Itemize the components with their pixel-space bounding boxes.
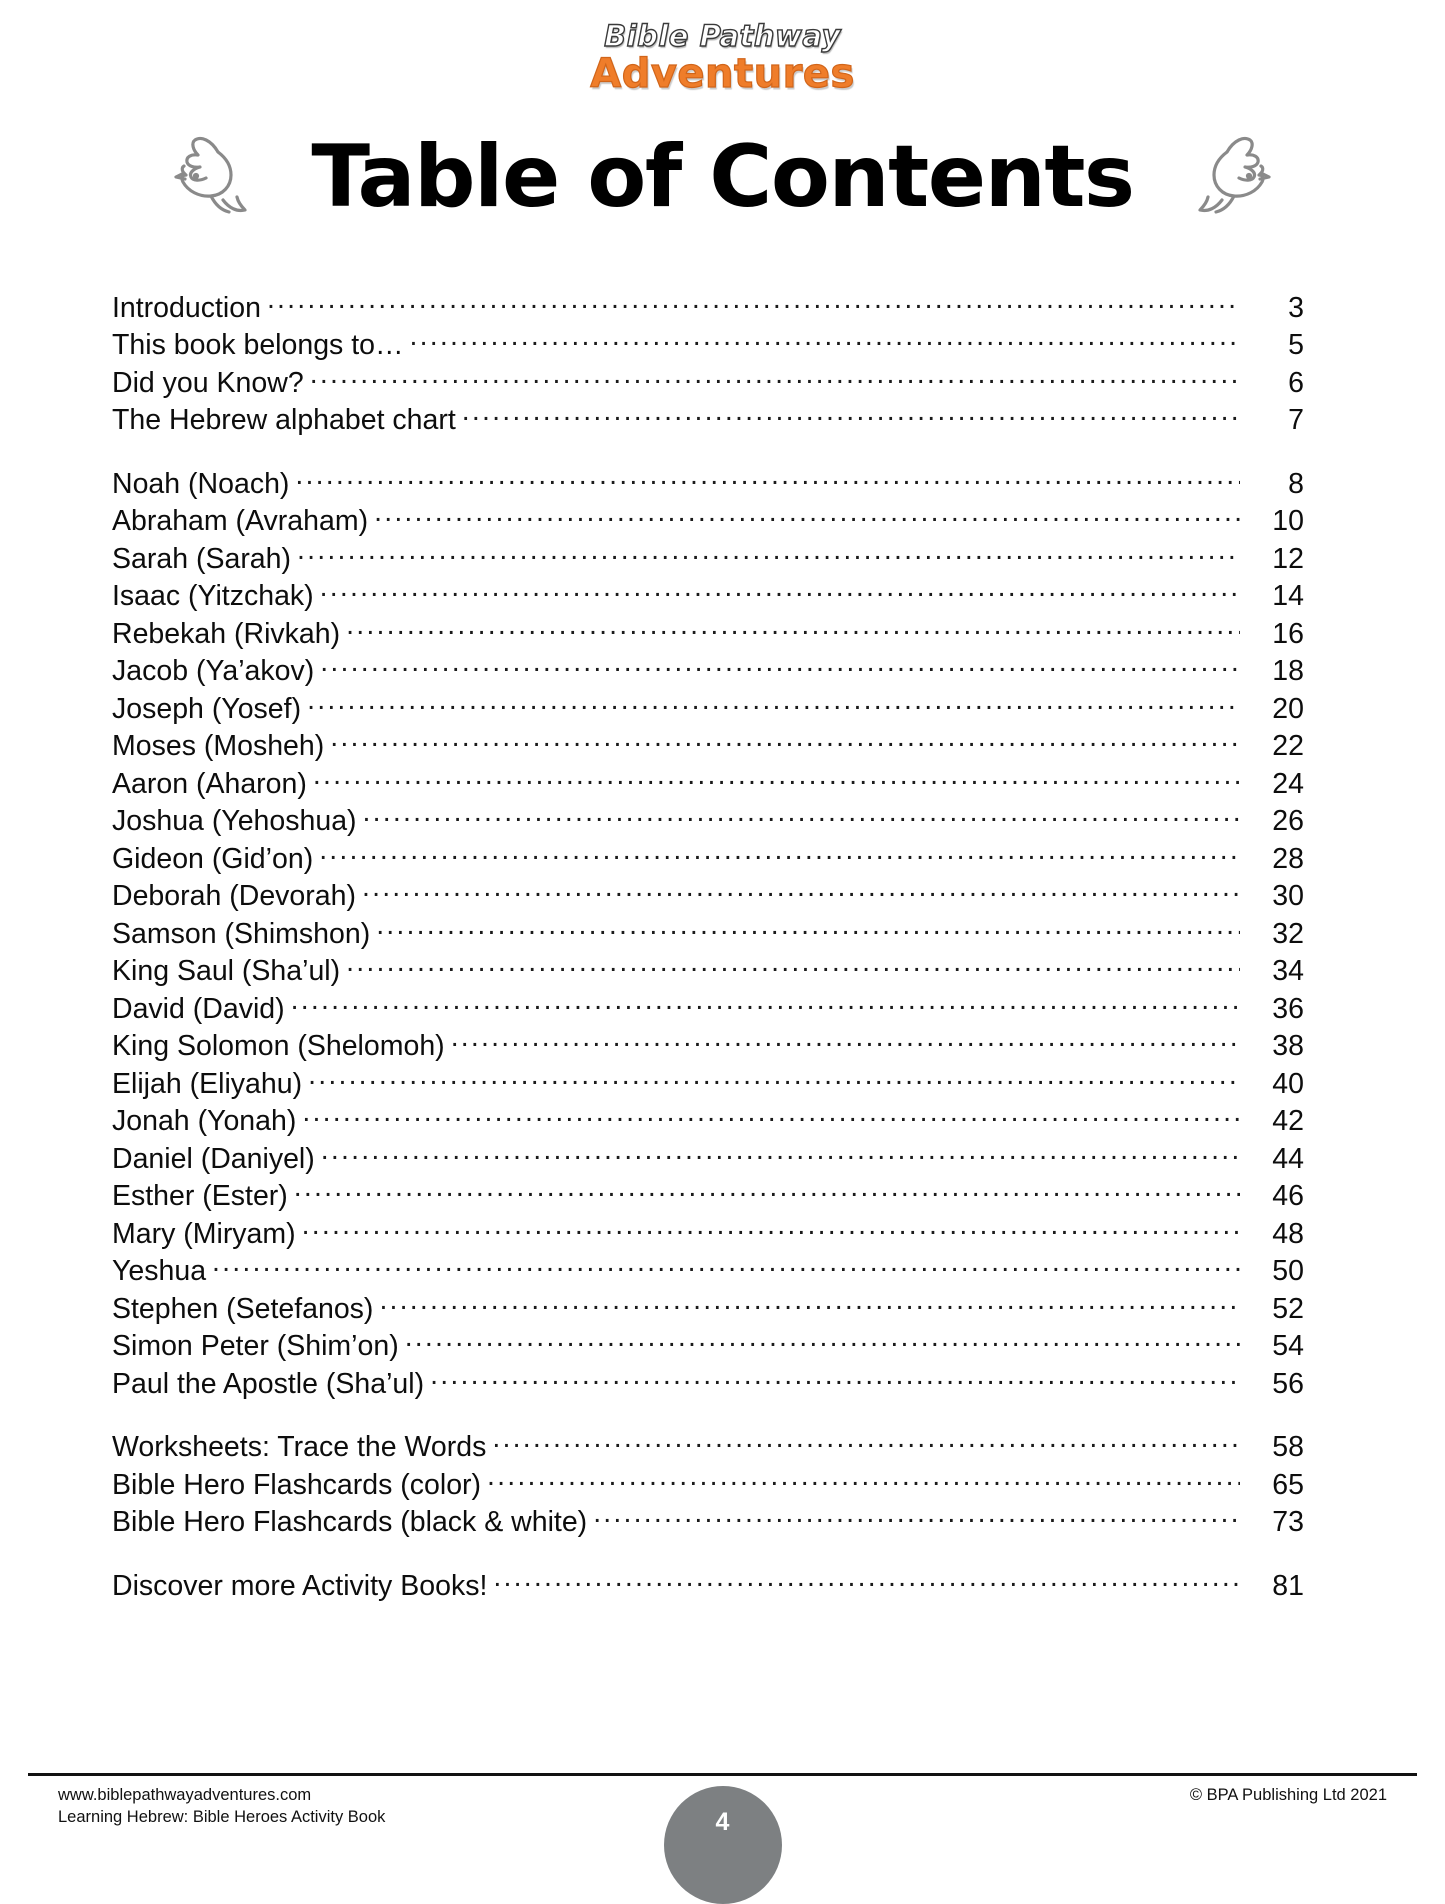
toc-entry-page: 28 xyxy=(1272,842,1304,875)
toc-dot-leader xyxy=(410,326,1241,355)
toc-entry[interactable] xyxy=(112,914,1304,952)
toc-dot-leader xyxy=(430,1364,1240,1393)
toc-entry-label: Did you Know? xyxy=(112,366,304,399)
toc-dot-leader xyxy=(320,577,1240,606)
toc-entry-page: 73 xyxy=(1272,1506,1304,1538)
toc-entry-label: Bible Hero Flashcards (black & white) xyxy=(112,1506,588,1538)
toc-entry-label: Noah (Noach) xyxy=(112,467,290,500)
page-title: Table of Contents xyxy=(311,126,1134,227)
dove-icon xyxy=(1178,128,1274,225)
toc-dot-leader xyxy=(451,1027,1240,1056)
toc-entry-label: Aaron (Aharon) xyxy=(112,767,307,800)
toc-entry-label: This book belongs to… xyxy=(112,329,404,361)
toc-entry-label: David (David) xyxy=(112,992,285,1025)
table-of-contents xyxy=(112,288,1304,1604)
toc-entry-page: 46 xyxy=(1272,1180,1304,1212)
toc-entry[interactable] xyxy=(112,1566,1304,1604)
toc-entry-page: 50 xyxy=(1272,1255,1304,1287)
toc-dot-leader xyxy=(295,464,1240,493)
toc-entry-page: 81 xyxy=(1272,1569,1304,1602)
toc-entry-label: Stephen (Setefanos) xyxy=(112,1292,374,1325)
toc-dot-leader xyxy=(294,1177,1240,1206)
toc-entry[interactable] xyxy=(112,1139,1304,1177)
toc-entry[interactable] xyxy=(112,1027,1304,1065)
toc-dot-leader xyxy=(319,839,1240,868)
toc-entry-page: 40 xyxy=(1272,1067,1304,1100)
toc-entry[interactable] xyxy=(112,652,1304,690)
toc-entry-label: Jonah (Yonah) xyxy=(112,1105,297,1137)
toc-group xyxy=(112,1428,1304,1541)
toc-entry-page: 54 xyxy=(1272,1330,1304,1362)
toc-dot-leader xyxy=(330,727,1240,756)
toc-entry[interactable] xyxy=(112,1465,1304,1503)
toc-entry-label: Joseph (Yosef) xyxy=(112,692,302,725)
toc-entry-label: The Hebrew alphabet chart xyxy=(112,404,456,436)
toc-entry-label: Paul the Apostle (Sha’ul) xyxy=(112,1367,425,1400)
toc-entry[interactable] xyxy=(112,401,1304,439)
toc-entry[interactable] xyxy=(112,764,1304,802)
toc-entry-label: Introduction xyxy=(112,291,261,324)
toc-dot-leader xyxy=(267,288,1240,317)
footer-copyright: © BPA Publishing Ltd 2021 xyxy=(1189,1786,1387,1804)
toc-entry-label: Abraham (Avraham) xyxy=(112,505,369,537)
toc-dot-leader xyxy=(321,1139,1240,1168)
toc-entry-label: Elijah (Eliyahu) xyxy=(112,1067,303,1100)
toc-entry-page: 65 xyxy=(1272,1468,1304,1501)
toc-entry[interactable] xyxy=(112,727,1304,765)
toc-entry[interactable] xyxy=(112,326,1304,364)
toc-entry[interactable] xyxy=(112,952,1304,990)
toc-entry[interactable] xyxy=(112,839,1304,877)
toc-entry[interactable] xyxy=(112,614,1304,652)
toc-entry[interactable] xyxy=(112,1214,1304,1252)
toc-entry-page: 48 xyxy=(1272,1217,1304,1250)
toc-dot-leader xyxy=(310,363,1240,392)
toc-dot-leader xyxy=(492,1428,1240,1457)
toc-entry-page: 44 xyxy=(1272,1142,1304,1175)
toc-entry-label: Yeshua xyxy=(112,1255,207,1287)
toc-dot-leader xyxy=(297,539,1240,568)
toc-entry-page: 8 xyxy=(1288,467,1304,500)
footer-divider xyxy=(28,1773,1417,1776)
toc-entry-page: 34 xyxy=(1272,955,1304,987)
toc-entry-page: 6 xyxy=(1288,366,1304,399)
toc-entry-page: 58 xyxy=(1272,1431,1304,1463)
toc-dot-leader xyxy=(308,1064,1240,1093)
toc-entry[interactable] xyxy=(112,1327,1304,1365)
toc-dot-leader xyxy=(487,1465,1240,1494)
toc-entry[interactable] xyxy=(112,1428,1304,1466)
toc-entry-page: 14 xyxy=(1272,580,1304,612)
toc-entry-page: 52 xyxy=(1272,1292,1304,1325)
toc-dot-leader xyxy=(346,952,1240,981)
footer-website[interactable]: www.biblepathwayadventures.com xyxy=(58,1786,312,1804)
brand-logo-line2: Adventures xyxy=(590,51,855,97)
toc-entry-page: 3 xyxy=(1288,291,1304,324)
toc-dot-leader xyxy=(302,1214,1240,1243)
toc-entry-page: 10 xyxy=(1272,505,1304,537)
toc-entry[interactable] xyxy=(112,877,1304,915)
toc-dot-leader xyxy=(405,1327,1240,1356)
toc-entry-page: 18 xyxy=(1272,655,1304,687)
toc-dot-leader xyxy=(302,1102,1240,1131)
toc-entry-label: Bible Hero Flashcards (color) xyxy=(112,1468,482,1501)
brand-logo-line1: Bible Pathway xyxy=(604,19,841,53)
toc-dot-leader xyxy=(374,502,1240,531)
toc-entry[interactable] xyxy=(112,1102,1304,1140)
toc-entry-page: 5 xyxy=(1288,329,1304,361)
toc-dot-leader xyxy=(363,802,1240,831)
toc-group xyxy=(112,1566,1304,1604)
toc-entry[interactable] xyxy=(112,502,1304,540)
toc-entry-page: 24 xyxy=(1272,767,1304,800)
dove-icon xyxy=(171,128,267,225)
toc-dot-leader xyxy=(320,652,1240,681)
toc-dot-leader xyxy=(593,1503,1240,1532)
toc-dot-leader xyxy=(307,689,1240,718)
toc-entry-page: 12 xyxy=(1272,542,1304,575)
toc-entry-page: 26 xyxy=(1272,805,1304,837)
toc-entry[interactable] xyxy=(112,1364,1304,1402)
toc-entry-label: King Saul (Sha’ul) xyxy=(112,955,341,987)
toc-dot-leader xyxy=(212,1252,1240,1281)
toc-entry-page: 22 xyxy=(1272,730,1304,762)
toc-entry[interactable] xyxy=(112,1177,1304,1215)
toc-entry[interactable] xyxy=(112,1252,1304,1290)
title-row xyxy=(0,128,1445,225)
toc-entry-label: Joshua (Yehoshua) xyxy=(112,805,357,837)
toc-entry-label: Isaac (Yitzchak) xyxy=(112,580,314,612)
toc-entry[interactable] xyxy=(112,802,1304,840)
toc-dot-leader xyxy=(313,764,1240,793)
page-number-value: 4 xyxy=(715,1808,730,1836)
toc-group xyxy=(112,464,1304,1402)
toc-entry-page: 38 xyxy=(1272,1030,1304,1062)
toc-entry[interactable] xyxy=(112,1064,1304,1102)
toc-entry[interactable] xyxy=(112,539,1304,577)
toc-dot-leader xyxy=(462,401,1240,430)
toc-entry-label: Esther (Ester) xyxy=(112,1180,288,1212)
toc-entry-label: Deborah (Devorah) xyxy=(112,880,356,912)
toc-entry-label: Jacob (Ya’akov) xyxy=(112,655,315,687)
toc-entry-page: 7 xyxy=(1288,404,1304,436)
toc-dot-leader xyxy=(376,914,1240,943)
toc-dot-leader xyxy=(291,989,1240,1018)
toc-entry-label: Rebekah (Rivkah) xyxy=(112,617,341,650)
toc-entry-label: Moses (Mosheh) xyxy=(112,730,325,762)
toc-entry-label: Gideon (Gid’on) xyxy=(112,842,314,875)
toc-group xyxy=(112,288,1304,438)
toc-dot-leader xyxy=(493,1566,1240,1595)
toc-entry[interactable] xyxy=(112,1503,1304,1541)
toc-entry-label: King Solomon (Shelomoh) xyxy=(112,1030,445,1062)
toc-entry-label: Samson (Shimshon) xyxy=(112,917,371,950)
toc-dot-leader xyxy=(346,614,1240,643)
footer-left xyxy=(58,1784,385,1828)
toc-entry-label: Worksheets: Trace the Words xyxy=(112,1431,487,1463)
toc-entry[interactable] xyxy=(112,577,1304,615)
toc-entry-label: Simon Peter (Shim’on) xyxy=(112,1330,399,1362)
toc-entry-page: 56 xyxy=(1272,1367,1304,1400)
toc-entry-label: Daniel (Daniyel) xyxy=(112,1142,315,1175)
footer-book-title: Learning Hebrew: Bible Heroes Activity Book xyxy=(58,1808,386,1826)
page-number-badge xyxy=(664,1786,782,1904)
toc-entry[interactable] xyxy=(112,464,1304,502)
toc-entry-page: 16 xyxy=(1272,617,1304,650)
toc-entry-page: 30 xyxy=(1272,880,1304,912)
toc-entry-label: Discover more Activity Books! xyxy=(112,1569,488,1602)
toc-entry-page: 20 xyxy=(1272,692,1304,725)
brand-logo xyxy=(0,19,1445,97)
toc-entry[interactable] xyxy=(112,689,1304,727)
toc-entry[interactable] xyxy=(112,989,1304,1027)
toc-entry[interactable] xyxy=(112,1289,1304,1327)
toc-entry[interactable] xyxy=(112,288,1304,326)
toc-entry-page: 42 xyxy=(1272,1105,1304,1137)
toc-dot-leader xyxy=(379,1289,1240,1318)
toc-entry-page: 32 xyxy=(1272,917,1304,950)
toc-entry[interactable] xyxy=(112,363,1304,401)
toc-entry-label: Sarah (Sarah) xyxy=(112,542,292,575)
toc-dot-leader xyxy=(362,877,1240,906)
toc-entry-label: Mary (Miryam) xyxy=(112,1217,296,1250)
toc-entry-page: 36 xyxy=(1272,992,1304,1025)
